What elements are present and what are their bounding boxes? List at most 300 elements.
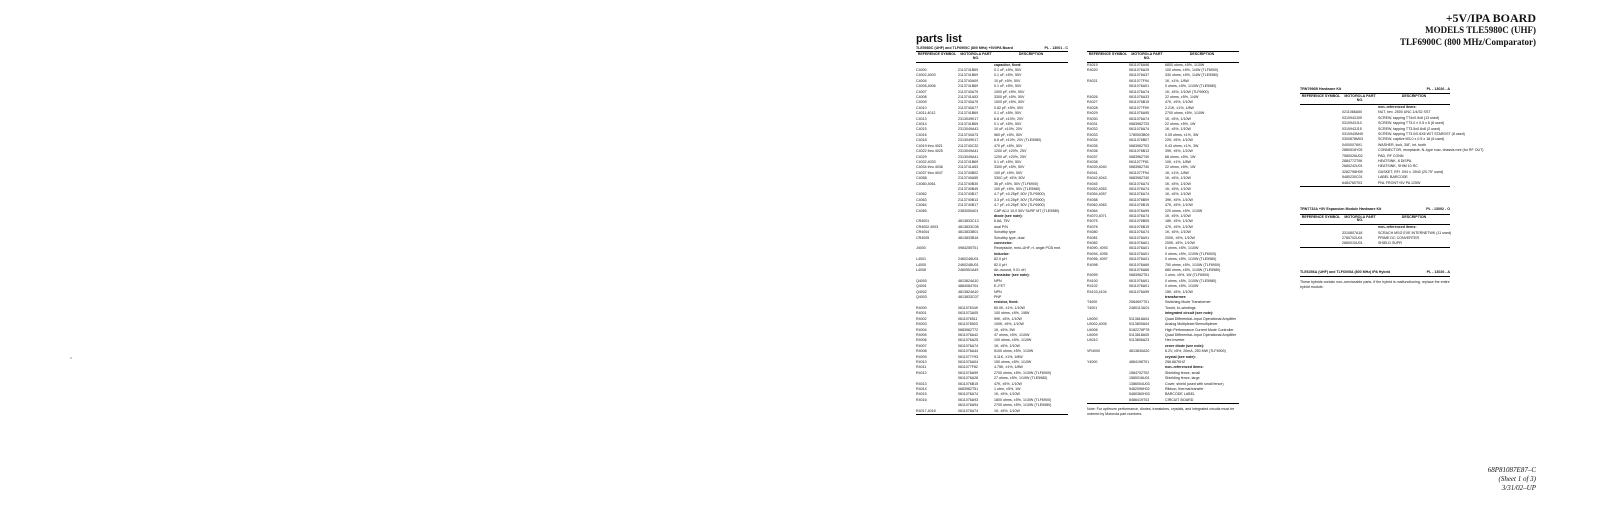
description: 6.8 uF, ±10%, 20V <box>994 116 1024 121</box>
part-number: 2113740B02 <box>958 170 979 175</box>
parts-list-number: PL - 13001 - C <box>1044 46 1068 50</box>
description: 0 ohms, ±5%, 1/10W <box>1165 246 1199 251</box>
description: 82.0 µH <box>994 257 1007 262</box>
reference-symbol: R4045 <box>1087 181 1098 186</box>
section-heading: inductor: <box>994 251 1010 256</box>
reference-symbol: VR4000 <box>1087 349 1100 354</box>
description: 47 ohms, ±5%, 1/10W <box>994 332 1030 337</box>
description: 82.0 µH <box>994 262 1007 267</box>
part-number: 0611076A42 <box>958 332 979 337</box>
reference-symbol: Q4000 <box>916 278 927 283</box>
description: PRIME DC CONVERTER <box>1378 235 1420 240</box>
reference-symbol: R4035 <box>1087 143 1098 148</box>
kit1-table-body <box>1300 105 1484 186</box>
description: SCREW, captive M3.0 x 0.5 x 18 (6 used) <box>1378 137 1445 142</box>
description: 0 ohms, ±5%, 1/10W (TLE5980) <box>1165 278 1217 283</box>
reference-symbol: R4090, 4093 <box>1087 246 1108 251</box>
part-number: 2113740A09 <box>958 78 979 83</box>
col-header-desc: DESCRIPTION <box>1018 52 1044 56</box>
kit2-table-body <box>1300 225 1450 247</box>
part-number: 4813833C06 <box>958 224 979 229</box>
description: 1K, ±5%, 1/10W <box>994 343 1020 348</box>
part-number: 2460248U01 <box>958 262 979 267</box>
reference-symbol: R4082 <box>1087 241 1098 245</box>
part-number: 4813833C07 <box>958 295 979 300</box>
description: 0.1 uF, ±5%, 50V <box>994 73 1022 78</box>
part-number: 2113741B69 <box>958 68 979 72</box>
part-number: 4813833C13 <box>958 219 979 224</box>
part-number: 0611076A94 <box>958 403 979 408</box>
table-row <box>1087 338 1239 343</box>
table-header <box>1087 51 1239 63</box>
part-number: 0310943J10 <box>1342 121 1362 126</box>
kit-title-bar <box>1300 87 1450 94</box>
reference-symbol: C4022 thru 4025 <box>916 149 943 154</box>
part-number: 2113740B49 <box>958 186 979 191</box>
part-number: 0611076503 <box>958 322 978 327</box>
description: 0.1 uF, ±5%, 50V <box>994 111 1022 116</box>
description: 39K, ±5%, 1/10W <box>1165 149 1193 154</box>
description: 39K, ±5%, 1/10W <box>1165 197 1193 202</box>
reference-symbol: C4008 <box>916 95 927 100</box>
reference-symbol: R4019 <box>1087 62 1098 67</box>
part-number: 2480113U01 <box>1129 305 1150 310</box>
reference-symbol: CR4005 <box>916 235 930 240</box>
description: 18K, ±5%, 1/10W <box>1165 219 1193 224</box>
description: 6800 ohms, ±5%, 1/10W <box>1165 62 1205 67</box>
parts-table-body <box>1087 63 1239 404</box>
reference-symbol: R4042,4043 <box>1087 176 1107 181</box>
reference-symbol: R4006 <box>916 338 927 343</box>
col-header-part: MOTOROLA PART NO. <box>1344 214 1376 223</box>
reference-symbol: R4096, 4097 <box>1087 257 1108 262</box>
description: 1K, ±5%, 1/10W <box>1165 176 1191 181</box>
description: 4.7 pF, ±0.25pF, 50V (TLF6900) <box>994 203 1045 208</box>
description: 220 ohms, ±5%, 1/10W <box>1165 208 1203 213</box>
part-number: 0611076B13 <box>1129 149 1150 154</box>
part-number: 0611076349 <box>958 305 978 310</box>
part-number: 2680242U01 <box>1342 164 1363 169</box>
part-number: 2113740C32 <box>958 143 979 148</box>
part-number: 2113740A79 <box>958 89 979 94</box>
parts-list-subtitle: TLE5980C (UHF) and TLF6900C (800 MHz) +5V/IPA Board <box>916 46 1013 50</box>
reference-symbol: R4103,4104 <box>1087 289 1107 294</box>
reference-symbol: T4000 <box>1087 300 1098 305</box>
reference-symbol: R4075 <box>1087 219 1098 224</box>
reference-symbol: R4017,4018 <box>916 408 936 413</box>
part-number: 0300878M03 <box>1342 137 1363 142</box>
col-header-part: MOTOROLA PART NO. <box>960 52 992 60</box>
description: SCRACH MSG EXE INTERNETWK (11 used) <box>1378 230 1452 235</box>
reference-symbol: C4002,4003 <box>916 73 936 78</box>
part-number: 0611077F81 <box>1129 159 1149 164</box>
reference-symbol: R4064 <box>1087 208 1098 213</box>
part-number: 3310807A18 <box>1342 230 1363 235</box>
description: 0.1 uF, ±5%, 50V <box>994 84 1022 89</box>
reference-symbol: R4004 <box>916 327 927 332</box>
parts-list-title: parts list <box>916 33 962 45</box>
reference-symbol: R4011 <box>916 365 927 370</box>
description: 2700 ohms, ±5%, 1/10W <box>1165 111 1205 116</box>
description: LABEL BARCODE <box>1378 175 1408 180</box>
description: 6.8A, 75V <box>994 219 1010 224</box>
reference-symbol: C4037 thru 4047 <box>916 170 943 175</box>
reference-symbol: R4062,4063 <box>1087 203 1107 208</box>
reference-symbol: R4026 <box>1087 95 1098 100</box>
reference-symbol: R4038 <box>1087 159 1098 164</box>
part-number: 0611076A74 <box>958 343 979 348</box>
description: SCREW, tapping TT3.0/0.6X6 W/T STARDST (8 used) <box>1378 132 1465 137</box>
reference-symbol: R4029 <box>1087 111 1098 116</box>
reference-symbol: R4099 <box>1087 273 1098 278</box>
reference-symbol: R4013 <box>916 381 927 386</box>
part-number: 0611077F94 <box>1129 170 1149 175</box>
reference-symbol: C4058 <box>916 176 927 181</box>
reference-symbol: R4003 <box>916 322 927 327</box>
part-number: 4884198T01 <box>1129 359 1150 364</box>
description: E–FET <box>994 284 1006 289</box>
reference-symbol: R4094, 4095 <box>1087 251 1108 256</box>
part-number: 0611077F82 <box>958 365 978 370</box>
part-number: 2113741B69 <box>958 73 979 78</box>
hardware-kits-column <box>1300 87 1484 289</box>
table-row <box>1087 360 1239 365</box>
part-number: 0611077F94 <box>1129 78 1149 83</box>
col-header-desc: DESCRIPTION <box>1189 52 1215 56</box>
description: PAD, RF CONN <box>1378 153 1404 158</box>
part-number: 4813830A20 <box>1129 349 1150 354</box>
part-number: 5482096H02 <box>1129 386 1150 391</box>
description: Receptacle, mini–UHF, rt. angle PCB mnt. <box>994 246 1061 251</box>
reference-symbol: CR4001 <box>916 219 930 224</box>
description: Schottky type <box>994 230 1016 235</box>
table-row <box>1087 290 1239 295</box>
ordering-note: Note: For optimum performance, diodes, transistors, crystals, and integrated circuits must be ordered by Motorola part numbers. <box>1087 407 1235 416</box>
description: Quad Differential–Input Operational Amplifier <box>1165 332 1237 337</box>
reference-symbol: U4009 <box>1087 332 1098 337</box>
part-number: 2113741B69 <box>958 111 979 116</box>
description: NUT, hex .2500 UNC 1/4/32 SST <box>1378 110 1431 115</box>
description: 22K, ±5%, 1/10W <box>1165 138 1193 143</box>
description: Quad Differential–Input Operational Amplifier <box>1165 316 1237 321</box>
part-number: 0611076A01 <box>1129 84 1150 89</box>
table-header <box>916 51 1068 63</box>
description: 200K, ±5%, 1/10W <box>1165 241 1195 245</box>
table-row <box>916 409 1068 414</box>
reference-symbol: U4010 <box>1087 338 1098 343</box>
description: 1K, ±5%, 1/10W <box>1165 186 1191 191</box>
part-number: 0683962T72 <box>958 327 979 332</box>
part-number: 0611076A66 <box>1129 268 1150 273</box>
part-number: 0611076A33 <box>1129 95 1150 100</box>
part-number: 2313049K17 <box>958 138 979 143</box>
part-number: 2680010U01 <box>1342 241 1363 246</box>
parts-list-column <box>916 33 1068 415</box>
part-number: 2884772T06 <box>1342 159 1363 164</box>
description: dual P/N <box>994 224 1008 229</box>
part-number: 2313049A43 <box>958 127 979 132</box>
description: 5100 ohms, ±5%, 1/10W <box>994 349 1034 354</box>
description: Cover, shield (used with small fence) <box>1165 381 1224 386</box>
description: Ribbon, thermal transfer <box>1165 386 1204 391</box>
part-number: 8486419T03 <box>1129 397 1150 402</box>
part-number: 0310943J15 <box>1342 126 1362 131</box>
reference-symbol: CR4004 <box>916 230 930 235</box>
section-heading: capacitor, fixed: <box>994 62 1022 67</box>
description: 330 ohms, ±5%, 1/4W (TLE5980) <box>1165 73 1219 78</box>
description: 3300 pF, ±5%, 50V <box>994 165 1025 170</box>
document-number: 68P81087E87–C <box>1487 466 1536 474</box>
part-number: 0611076A74 <box>1129 127 1150 132</box>
part-number: 0611076A91 <box>1129 235 1150 240</box>
description: 47K, ±5%, 1/10W <box>1165 224 1193 229</box>
reference-symbol: C4063 <box>916 197 927 202</box>
description: 0 ohms, ±5%, 1/10W <box>1165 284 1199 289</box>
part-number: 2584697T01 <box>1129 300 1150 305</box>
reference-symbol: C4016 <box>916 132 927 137</box>
description: 15K, ±5%, 1/10W <box>1165 289 1193 294</box>
part-number: 2113740B13 <box>958 197 979 202</box>
reference-symbol: U4002,4005 <box>1087 322 1107 327</box>
description: 680 ohms, ±5%, 1/10W (TLE5980) <box>1165 268 1221 273</box>
part-number: 2113740B30 <box>958 181 979 186</box>
part-number: 2460248U01 <box>958 257 979 262</box>
part-number: 0611076B15 <box>958 381 979 386</box>
reference-symbol: R4052,4053 <box>1087 186 1107 191</box>
part-number: 0683962T33 <box>1129 122 1150 127</box>
part-number: 0611076A69 <box>1129 262 1150 267</box>
part-number: 0611077F59 <box>1129 105 1149 110</box>
description: 150 ohms, ±5%, 1/10W <box>994 359 1032 364</box>
reference-symbol: R4031 <box>1087 122 1098 127</box>
reference-symbol: R4010 <box>916 359 927 364</box>
description: 0 ohms, ±5%, 1/10W (TLF6900) <box>1165 251 1217 256</box>
description: 36 pF, ±5%, 50V (TLF6900) <box>994 181 1039 186</box>
section-heading: resistor, fixed: <box>994 300 1019 305</box>
reference-symbol: R4036 <box>1087 149 1098 154</box>
reference-symbol: C4014 <box>916 122 927 127</box>
part-number: 2313049A41 <box>958 154 979 159</box>
reference-symbol: T4001 <box>1087 305 1098 310</box>
reference-symbol: R4005 <box>916 332 927 337</box>
description: 1200 uF, ±20%, 25V <box>994 154 1027 159</box>
reference-symbol: R4001 <box>916 311 927 316</box>
reference-symbol: R4007 <box>916 343 927 348</box>
reference-symbol: R4014 <box>916 386 927 391</box>
table-row <box>1300 241 1450 246</box>
description: 22 ohms, ±5%, 1W <box>1165 165 1196 170</box>
description: Torold, bi–windings <box>1165 305 1196 310</box>
reference-symbol: C4029 <box>916 154 927 159</box>
part-number: 5182276P78 <box>1129 327 1150 332</box>
reference-symbol: C4015 <box>916 127 927 132</box>
description: High Performance Current Mode Controller <box>1165 327 1234 332</box>
description: WASHER, lock, 3/8", int. tooth <box>1378 142 1427 147</box>
description: SCREW, tapping TT3.0 x 0.5 x 6 (8 used) <box>1378 121 1445 126</box>
part-number: 0611076A01 <box>1129 246 1150 251</box>
description: 1K, ±5%, 1/10W <box>1165 230 1191 235</box>
part-number: 2113741B69 <box>958 122 979 127</box>
table-row <box>916 209 1068 214</box>
reference-symbol: Y4000 <box>1087 359 1098 364</box>
description: 100K, ±5%, 1/10W <box>994 322 1024 327</box>
description: SCREW, tapping TT3.5x0.6x8 (2 used) <box>1378 126 1441 131</box>
description: 100 ohms, ±5%, 1/8W <box>994 311 1030 316</box>
part-number: 0400007691 <box>1342 142 1362 147</box>
reference-symbol: U4006 <box>1087 327 1098 332</box>
part-number: 2113740B17 <box>958 203 979 208</box>
reference-symbol: Q4001 <box>916 284 927 289</box>
section-heading: transformer: <box>1165 295 1187 300</box>
part-number: 5113806A23 <box>1129 338 1150 343</box>
reference-symbol: C4000 <box>916 68 927 72</box>
description: 1K, ±5%, 1/10W <box>994 408 1020 413</box>
part-number: 0611076A37 <box>1129 73 1150 78</box>
description: HEATSINK, SHIM 10 RC <box>1378 164 1418 169</box>
reference-symbol: C4032,4033 <box>916 159 936 164</box>
part-number: 0611076A93 <box>958 397 979 402</box>
description: 0 ohms, ±5%, 1/10W (TLE5980) <box>1165 84 1217 89</box>
part-number: 0611076A74 <box>1129 213 1150 218</box>
part-number: 0611076A74 <box>1129 116 1150 121</box>
description: 6.8 uF, ±10%, 20V (TLE5980) <box>994 138 1042 143</box>
table-header <box>1300 94 1450 105</box>
revision-date: 3/31/02–UP <box>1501 484 1536 492</box>
reference-symbol: C4005,4006 <box>916 84 936 89</box>
description: Shielding fence, small <box>1165 370 1200 375</box>
description: 1K, ±1%, 1/8W <box>1165 78 1189 83</box>
description: CONNECTOR, receptacle, N–type rcav, chassis mnt (for RF OUT) <box>1378 148 1484 153</box>
parts-list-continued-column <box>1087 51 1239 416</box>
part-number: 7580026U02 <box>1342 153 1363 158</box>
part-number: 5480360H03 <box>1129 392 1150 397</box>
reference-symbol: Q4003 <box>916 295 927 300</box>
reference-symbol: R4008 <box>916 349 927 354</box>
part-number: 0611076A25 <box>1129 68 1150 72</box>
reference-symbol: C4009 <box>916 100 927 105</box>
description: 1K, ±5%, 5W <box>994 327 1015 332</box>
description: 4.7 pF, ±0.25pF, 50V (TLF6900) <box>994 192 1045 197</box>
description: CIRCUIT BOARD <box>1165 397 1194 402</box>
description: Switching Mode Transformer <box>1165 300 1211 305</box>
part-number: 0611076A74 <box>1129 230 1150 235</box>
part-number: 0683962T51 <box>1129 273 1150 278</box>
part-number: 5113809A04 <box>1129 322 1150 327</box>
part-number: 0611076A44 <box>958 349 979 354</box>
description: BARCODE LABEL <box>1165 392 1195 397</box>
section-heading: transistor (see note): <box>994 273 1030 278</box>
table-row <box>1087 306 1239 311</box>
reference-symbol: R4030 <box>1087 116 1098 121</box>
description: 1K, ±5%, 1/10W <box>1165 127 1191 132</box>
part-number: 0611076A04 <box>958 359 979 364</box>
reference-symbol: C4060,4061 <box>916 181 936 186</box>
description: 0.05 ohms, ±1%, 3W <box>1165 132 1199 137</box>
reference-symbol: C4065 <box>916 208 927 213</box>
col-header-part: MOTOROLA PART NO. <box>1131 52 1163 60</box>
description: Schottky type, dual <box>994 235 1025 240</box>
reference-symbol: R4033 <box>1087 132 1098 137</box>
description: 1K, ±5%, 1/10W <box>1165 213 1191 218</box>
description: 59K, ±5%, 1/10W <box>994 316 1022 321</box>
part-number: 2113740A55 <box>958 176 979 181</box>
col-header-ref: REFERENCE SYMBOL <box>1088 52 1128 56</box>
part-number: 0611076A99 <box>958 370 979 375</box>
description: 3.3 pF, ±0.25pF, 50V (TLF6900) <box>994 197 1045 202</box>
description: 1000 pF, ±5%, 50V <box>994 89 1025 94</box>
part-number: 0683962T51 <box>958 386 979 391</box>
parts-table-body <box>916 63 1068 414</box>
description: 27 ohms, ±5%, 1/10W (TLE5980) <box>994 376 1048 381</box>
description: Air–wound, 9.01 nH <box>994 268 1026 273</box>
section-heading: integrated circuit (see note): <box>1165 311 1214 316</box>
reference-symbol: R4102 <box>1087 284 1098 289</box>
reference-symbol: R4070,4071 <box>1087 213 1107 218</box>
reference-symbol: L4006 <box>916 268 926 273</box>
part-number: 0611076A74 <box>1129 192 1150 197</box>
description: 4.75K, ±1%, 1/8W <box>994 365 1023 370</box>
description: 0.1 uF, ±5%, 50V <box>994 122 1022 127</box>
models-line: MODELS TLE5980C (UHF) <box>1425 25 1536 35</box>
description: PNP <box>994 295 1002 300</box>
part-number: 0683962T40 <box>1129 154 1150 159</box>
part-number: 2113740A79 <box>958 100 979 105</box>
description: Analog Multiplexer/Demultiplexer <box>1165 322 1218 327</box>
part-number: 0611077Y93 <box>958 354 979 359</box>
description: NPN <box>994 289 1002 294</box>
part-number: 2780702U01 <box>1342 235 1363 240</box>
part-number: 3282798H05 <box>1342 169 1363 174</box>
col-header-desc: DESCRIPTION <box>1401 214 1427 219</box>
description: 0.1 uF, ±5%, 50V <box>994 159 1022 164</box>
description: 47K, ±5%, 1/10W <box>1165 100 1193 105</box>
reference-symbol: L4005 <box>916 262 926 267</box>
part-number: 0611076B05 <box>1129 219 1150 224</box>
part-number: 0683962T03 <box>1129 143 1150 148</box>
part-number: 2383050A01 <box>958 208 979 213</box>
part-number: 0611076A01 <box>1129 241 1150 245</box>
description: GASKET, RFI .094 x .0940 (20.75" used) <box>1378 169 1444 174</box>
part-number: 0611076A74 <box>1129 89 1150 94</box>
part-number: 0611076A99 <box>1129 208 1150 213</box>
reference-symbol: C4011,4012 <box>916 111 936 116</box>
part-number: 0611076A01 <box>1129 284 1150 289</box>
table-row <box>916 246 1068 251</box>
part-number: 0211066A50 <box>1342 110 1363 115</box>
reference-symbol: R4037 <box>1087 154 1098 159</box>
part-number: 0611076A01 <box>1129 278 1150 283</box>
part-number: 0611076A95 <box>1129 111 1150 116</box>
description: SHIELD SUPR <box>1378 241 1402 246</box>
kit3-pl: PL - 13026 - A <box>1426 269 1450 274</box>
description: 47K, ±5%, 1/10W <box>994 381 1022 386</box>
description: 200K, ±5%, 1/10W <box>1165 235 1195 240</box>
description: 1000 pF, ±5%, 50V <box>994 100 1025 105</box>
part-number: 2113741B69 <box>958 84 979 89</box>
reference-symbol: R4098 <box>1087 262 1098 267</box>
description: 2.21K, ±1%, 1/8W <box>1165 105 1194 110</box>
description: SCREW, tapping TT4x0.5x8 (13 used) <box>1378 115 1440 120</box>
description: 10 pF, ±5%, 50V <box>994 78 1021 83</box>
part-number: 0310943J09 <box>1342 115 1362 120</box>
reference-symbol: R4034 <box>1087 138 1098 143</box>
reference-symbol: R4015 <box>916 392 927 397</box>
reference-symbol: R4081 <box>1087 235 1098 240</box>
reference-symbol: C4013 <box>916 116 927 121</box>
part-number: 0611076A01 <box>1129 257 1150 262</box>
reference-symbol: C4019 thru 4021 <box>916 143 943 148</box>
description: 1 ohm, ±5%, 1W <box>994 386 1021 391</box>
